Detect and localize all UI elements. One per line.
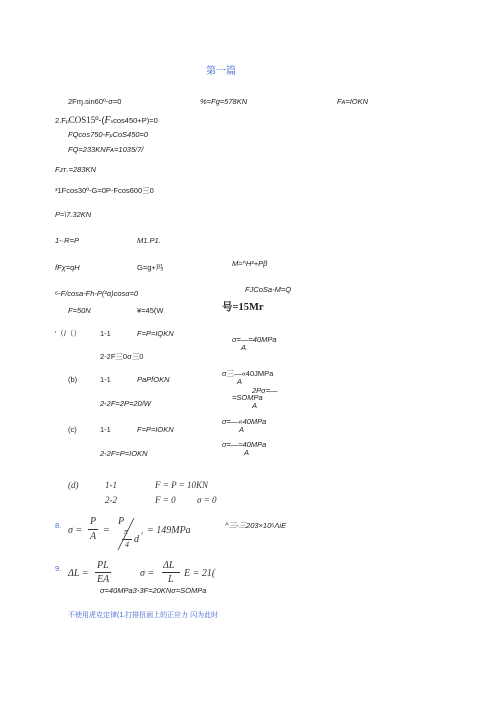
eq-10b: FJCoSa-M=Q <box>245 285 292 294</box>
case-a-section-1: 1-1 <box>100 329 111 338</box>
eq-5: Fᴊᴛ.=283KN <box>55 165 96 174</box>
problem-8-strain: ^三-三203×10⁵ΛiE <box>225 521 287 530</box>
eq-2-part-g: cos450+P)=0 <box>113 116 158 125</box>
problem-8-number: 8. <box>55 521 62 530</box>
eq-11b: ¥=45(W <box>137 306 164 315</box>
case-c-stress-2-denominator: A <box>244 448 250 457</box>
case-c-stress-1: σ=—«40MPa <box>222 417 267 426</box>
eq-11a: F=50N <box>68 306 91 315</box>
problem-9-sigma: σ = <box>140 568 155 579</box>
eq-1b: %=Fg=578KN <box>200 97 248 106</box>
problem-8-sigma: σ = <box>68 525 83 536</box>
case-c-stress-1-denominator: A <box>239 425 245 434</box>
case-a-section-2: 2-2F三0σ三0 <box>100 352 144 361</box>
problem-8-frac2-numerator: P <box>118 516 125 527</box>
problem-9-frac1-bar <box>95 572 111 573</box>
case-c-label: (c) <box>68 425 77 434</box>
problem-8-d: d <box>134 534 139 545</box>
case-c-stress-2: σ=—≈40MPa <box>222 440 267 449</box>
eq-1c: Fᴀ=IOKN <box>337 97 369 106</box>
case-c-section-1: 1-1 <box>100 425 111 434</box>
footer-note: 不使用虎克定律(1.打排扭面上的正应力 闪为此时 <box>68 612 219 619</box>
eq-6: ³1Fcos30º-G=0P-Fcos600三0 <box>55 186 154 195</box>
case-b-section-2: 2-2F=2P=20/W <box>100 399 151 408</box>
eq-2 <box>55 116 158 126</box>
problem-8-square: ² <box>141 532 143 538</box>
problem-9-frac2-numerator: ΔL <box>163 560 175 571</box>
problem-8-frac1-numerator: P <box>90 516 97 527</box>
case-d-force-2: F = 0 <box>155 495 176 505</box>
problem-9-modulus: E = 21( <box>184 568 216 579</box>
case-b-section-1: 1-1 <box>100 375 111 384</box>
problem-8-four: 4 <box>125 540 129 549</box>
case-a-label: '（/（） <box>55 329 82 338</box>
eq-7: P≈\7.32KN <box>55 210 92 219</box>
problem-9-delta-l: ΔL = <box>68 568 89 579</box>
eq-2-part-b: μ <box>65 119 69 125</box>
problem-9-frac2-denominator: L <box>168 574 174 585</box>
case-a-stress-1-denominator: A <box>241 343 247 352</box>
case-c-section-2: 2-2F=P=IOKN <box>100 449 148 458</box>
problem-8-result: = 149MPa <box>147 525 191 536</box>
case-b-stress-1: σ三—«40JMPa <box>222 369 274 378</box>
case-b-stress-2-denominator: A <box>252 401 258 410</box>
problem-9-number: 9. <box>55 564 62 573</box>
case-b-stress-1-denominator: A <box>237 377 243 386</box>
eq-11c: 号=15Mr <box>222 302 264 313</box>
eq-9c: M≈^H²+Pβ <box>232 259 268 268</box>
case-a-force-1: F=P=IQKN <box>137 329 174 338</box>
eq-1a: 2Fɱ.sin60º-σ=0 <box>68 97 122 106</box>
eq-9a: fFχ=qH <box>55 263 80 272</box>
eq-2-part-e: F <box>104 115 111 126</box>
case-d-force-1: F = P = 10KN <box>155 480 208 490</box>
page-title: 第一篇 <box>206 66 236 77</box>
case-a-stress-1: σ=—=40MPa <box>232 335 277 344</box>
case-b-stress-2-numerator: 2Pσ=— <box>252 386 278 395</box>
problem-8-frac1-denominator: A <box>90 531 97 542</box>
problem-9-frac1-numerator: PL <box>97 560 109 571</box>
problem-8-equals: = <box>103 525 110 536</box>
eq-3-part-b: μ <box>109 133 113 139</box>
eq-8b: M1.P1. <box>137 236 161 245</box>
eq-2-part-d: º-( <box>95 115 105 125</box>
problem-9-summary: σ=40MPa3-3F=20KNσ=SOMPa <box>100 586 207 595</box>
eq-2-part-a: 2.F <box>55 116 66 125</box>
eq-3-part-c: CoS450=0 <box>112 130 149 139</box>
problem-9-frac2-bar <box>162 572 180 573</box>
case-d-stress-2: σ = 0 <box>197 495 217 505</box>
eq-10a: ⁶-F/cosa-Fh-P(²α)cosα=0 <box>55 289 139 298</box>
problem-9-frac1-denominator: EA <box>97 574 110 585</box>
case-b-force-1: PaPfOKN <box>137 375 170 384</box>
problem-8-pi: π <box>124 527 129 536</box>
eq-2-part-c: COS15 <box>68 115 96 125</box>
case-d-label: (d) <box>68 480 79 490</box>
case-c-force-1: F=P=IOKN <box>137 425 174 434</box>
eq-4: FQ=233KNFᴀ=1035/7/ <box>68 145 144 154</box>
case-b-label: (b) <box>68 375 78 384</box>
eq-3-part-a: FQcos750-F <box>68 130 110 139</box>
case-d-section-2: 2-2 <box>105 495 117 505</box>
eq-2-part-f: ᴀ <box>110 119 114 125</box>
problem-8-frac1-bar <box>88 529 98 530</box>
eq-3 <box>68 131 148 139</box>
case-d-section-1: 1-1 <box>105 480 117 490</box>
case-b-stress-2: =SOMPa <box>232 393 263 402</box>
eq-9b: G=g+玛 <box>137 263 164 272</box>
eq-8a: 1-·R=P <box>55 236 79 245</box>
